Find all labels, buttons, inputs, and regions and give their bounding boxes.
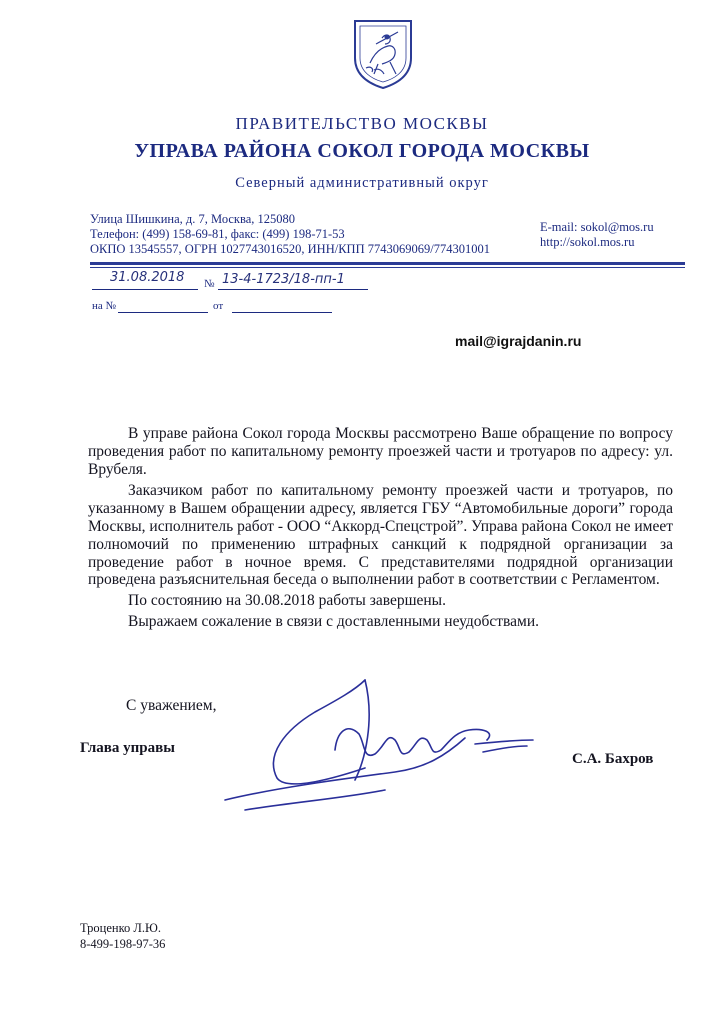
letter-body	[88, 425, 673, 631]
ref-label: на №	[92, 300, 117, 312]
number-handwritten: 13-4-1723/18-пп-1	[222, 272, 345, 287]
codes-line: ОКПО 13545557, ОГРН 1027743016520, ИНН/КПП 7743069069/774301001	[90, 242, 490, 256]
email-line: E-mail: sokol@mos.ru	[540, 220, 654, 234]
from-label: от	[213, 300, 224, 312]
body-paragraph: Заказчиком работ по капитальному ремонту проезжей части и тротуаров, по указанному в Вашем обращении адресу, является ГБУ “Автомобильные дороги” города Москвы, исполнитель работ - ООО “Аккорд-Спецстрой”. Управа района Сокол не имеет полномочий по применению штрафных санкций к подрядной организации за проведение работ в ночное время. С представителями подрядной организации проведена разъяснительная беседа о выполнении работ в соответствии с Регламентом.	[88, 482, 673, 589]
header-divider-thin	[90, 267, 685, 268]
government-title: ПРАВИТЕЛЬСТВО МОСКВЫ	[235, 114, 489, 133]
date-handwritten: 31.08.2018	[110, 270, 185, 285]
header-divider-thick	[90, 262, 685, 265]
handwritten-signature	[215, 660, 545, 820]
body-paragraph: Выражаем сожаление в связи с доставленными неудобствами.	[128, 612, 539, 630]
signer-position: Глава управы	[80, 740, 175, 756]
phone-line: Телефон: (499) 158-69-81, факс: (499) 198-71-53	[90, 227, 345, 241]
contacts-left	[90, 212, 490, 257]
signer-name: С.А. Бахров	[572, 751, 654, 767]
executor-block	[80, 920, 165, 952]
executor-phone: 8-499-198-97-36	[80, 937, 166, 951]
website-line: http://sokol.mos.ru	[540, 235, 635, 249]
date-line	[92, 289, 198, 290]
moscow-coat-of-arms-icon	[352, 18, 414, 90]
ref-number-line	[118, 312, 208, 313]
address-line: Улица Шишкина, д. 7, Москва, 125080	[90, 212, 296, 226]
contacts-right	[540, 220, 654, 250]
executor-name: Троценко Л.Ю.	[80, 921, 161, 935]
number-line	[218, 289, 368, 290]
body-paragraph: В управе района Сокол города Москвы рассмотрено Ваше обращение по вопросу проведения работ по капитальному ремонту проезжей части и тротуаров по адресу: ул. Врубеля.	[88, 425, 673, 478]
recipient-email: mail@igrajdanin.ru	[455, 333, 582, 349]
body-paragraph: По состоянию на 30.08.2018 работы завершены.	[128, 592, 446, 610]
number-label: №	[204, 278, 215, 290]
ref-date-line	[232, 312, 332, 313]
regards-line: С уважением,	[126, 697, 217, 714]
organization-title: УПРАВА РАЙОНА СОКОЛ ГОРОДА МОСКВЫ	[134, 140, 590, 162]
district-subtitle: Северный административный округ	[235, 175, 489, 191]
